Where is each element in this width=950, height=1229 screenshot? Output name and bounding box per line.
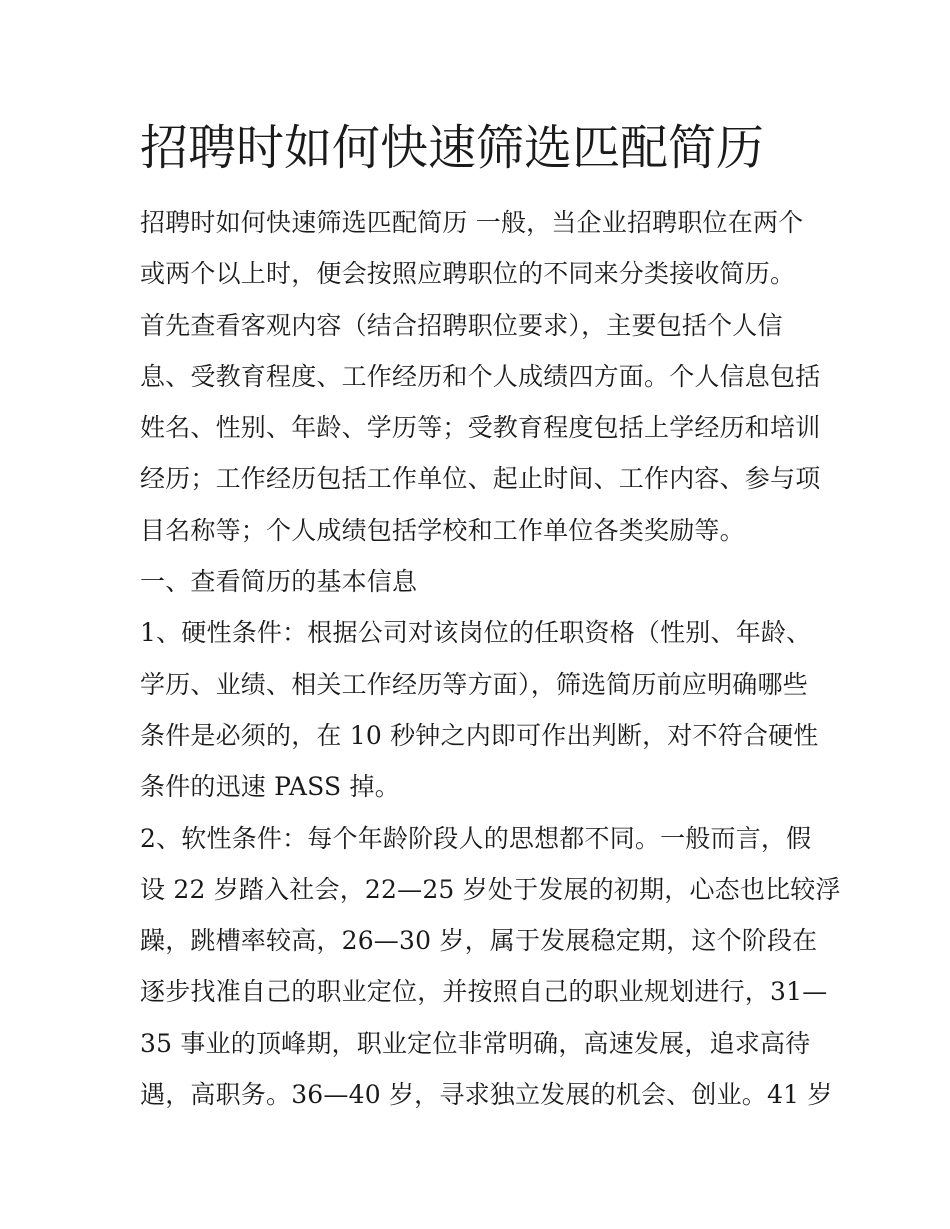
text-line: 目名称等；个人成绩包括学校和工作单位各类奖励等。 xyxy=(140,515,745,545)
text-line: 姓名、性别、年龄、学历等；受教育程度包括上学经历和培训 xyxy=(140,413,821,443)
text-line: 1、硬性条件：根据公司对该岗位的任职资格（性别、年龄、 xyxy=(140,618,812,648)
text-line: 学历、业绩、相关工作经历等方面），筛选简历前应明确哪些 xyxy=(140,669,808,699)
text-line: 设 22 岁踏入社会，22—25 岁处于发展的初期，心态也比较浮 xyxy=(140,874,841,904)
text-line: 或两个以上时，便会按照应聘职位的不同来分类接收简历。 xyxy=(140,259,796,289)
text-line: 经历；工作经历包括工作单位、起止时间、工作内容、参与项 xyxy=(140,464,821,494)
document-body xyxy=(140,200,841,1123)
text-line: 2、软性条件：每个年龄阶段人的思想都不同。一般而言，假 xyxy=(140,823,812,853)
text-line: 招聘时如何快速筛选匹配简历 一般，当企业招聘职位在两个 xyxy=(140,208,804,237)
text-line: 首先查看客观内容（结合招聘职位要求），主要包括个人信 xyxy=(140,310,783,340)
section-heading: 一、查看简历的基本信息 xyxy=(140,567,418,597)
text-line: 条件的迅速 PASS 掉。 xyxy=(140,772,400,802)
text-line: 条件是必须的，在 10 秒钟之内即可作出判断，对不符合硬性 xyxy=(140,720,819,750)
document-title: 招聘时如何快速筛选匹配简历 xyxy=(140,120,765,176)
text-line: 躁，跳槽率较高，26—30 岁，属于发展稳定期，这个阶段在 xyxy=(140,926,818,956)
text-line: 遇，高职务。36—40 岁，寻求独立发展的机会、创业。41 岁 xyxy=(140,1080,833,1110)
text-line: 息、受教育程度、工作经历和个人成绩四方面。个人信息包括 xyxy=(140,361,821,391)
text-line: 35 事业的顶峰期，职业定位非常明确，高速发展，追求高待 xyxy=(140,1028,811,1058)
text-line: 逐步找准自己的职业定位，并按照自己的职业规划进行，31— xyxy=(140,977,828,1007)
